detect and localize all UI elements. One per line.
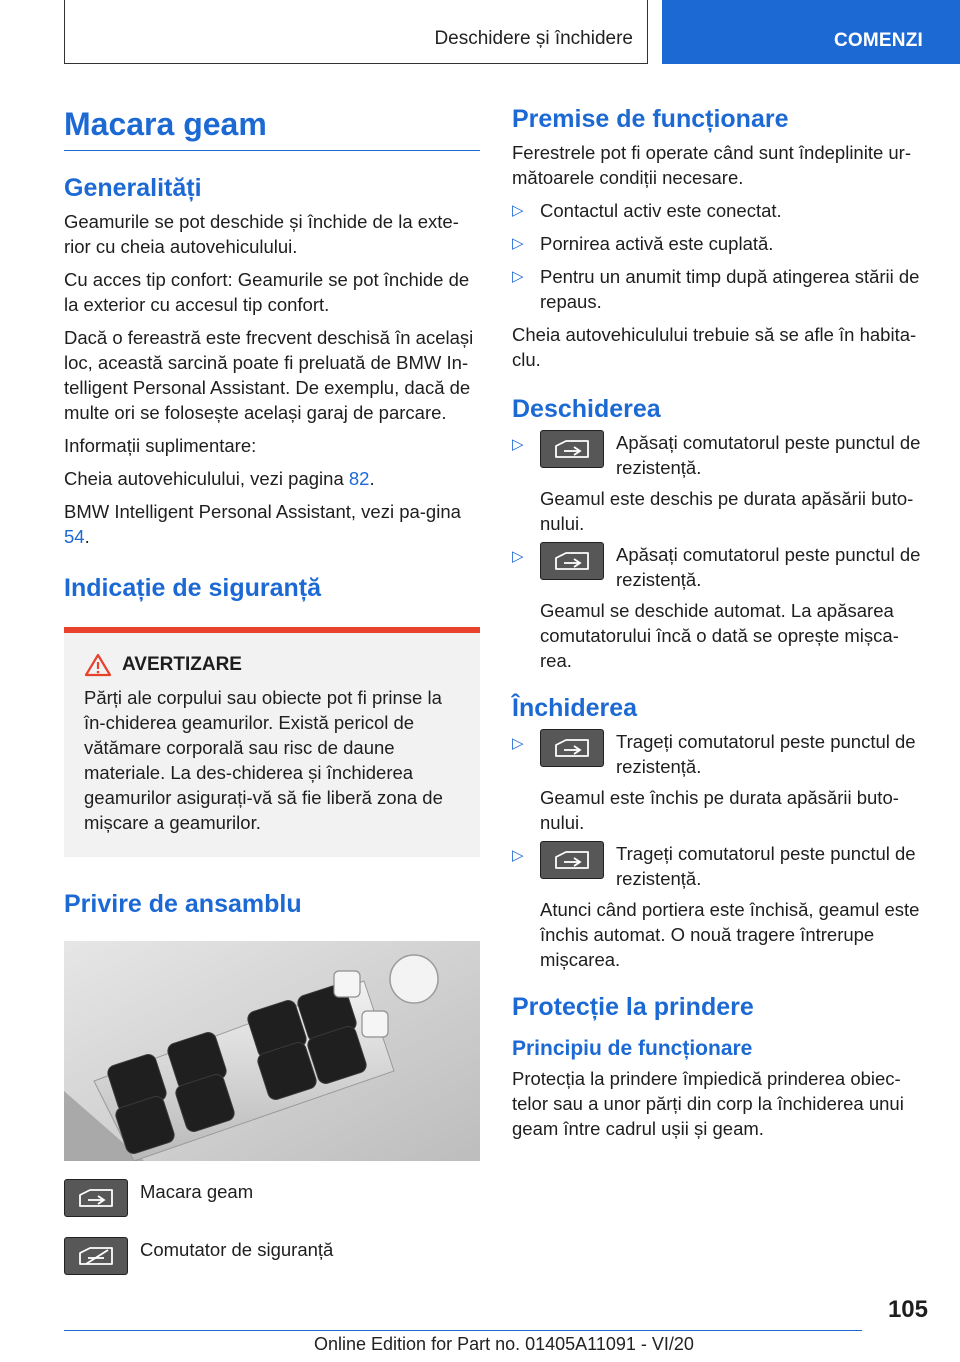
window-lift-icon — [540, 542, 604, 580]
general-heading: Generalități — [64, 174, 202, 202]
general-paragraph-2: Cu acces tip confort: Geamurile se pot închide de la exterior cu accesul tip confort. — [64, 269, 470, 315]
window-lift-icon — [540, 729, 604, 767]
assistant-page-link[interactable]: 54 — [64, 526, 85, 547]
prerequisite-item — [512, 264, 928, 314]
right-column — [512, 96, 928, 1149]
opening-step-result: Geamul se deschide automat. La apăsarea comutatorului încă o dată se oprește mișca-rea. — [540, 600, 899, 671]
prerequisite-item — [512, 198, 928, 223]
overview-heading: Privire de ansamblu — [64, 890, 302, 918]
triangle-bullet-icon: ▷ — [512, 847, 524, 864]
warning-text: Părți ale corpului sau obiecte pot fi prinse la în-chiderea geamurilor. Există pericol de vătămare corporală sau risc de daune materiale. La des-chiderea și închiderea geamurilor asigurați-vă să fie liberă zona de mișcare a geamurilor. — [84, 687, 443, 833]
warning-title-row — [84, 653, 460, 677]
triangle-bullet-icon: ▷ — [512, 735, 524, 752]
triangle-bullet-icon: ▷ — [512, 548, 524, 565]
assistant-reference-end: . — [84, 526, 90, 547]
warning-box — [64, 627, 480, 857]
triangle-bullet-icon: ▷ — [512, 436, 524, 453]
window-lift-icon — [64, 1179, 128, 1217]
assistant-reference-text: BMW Intelligent Personal Assistant, vezi pa-gina — [64, 501, 461, 522]
opening-step-result: Geamul este deschis pe durata apăsării buto-nului. — [540, 488, 914, 534]
closing-step-action: Trageți comutatorul peste punctul de rezistență. — [616, 843, 916, 889]
page-title: Macara geam — [64, 106, 267, 142]
prerequisites-note: Cheia autovehiculului trebuie să se afle în habita-clu. — [512, 324, 917, 370]
window-lift-icon — [540, 430, 604, 468]
legend-safety-switch-label: Comutator de siguranță — [140, 1239, 334, 1260]
general-paragraph-1: Geamurile se pot deschide și închide de la exte-rior cu cheia autovehiculului. — [64, 211, 459, 257]
triangle-bullet-icon: ▷ — [512, 268, 524, 285]
closing-step-result: Atunci când portiera este închisă, geamul este închis automat. O nouă tragere întrerupe mișcarea. — [540, 899, 920, 970]
window-lift-icon — [540, 841, 604, 879]
window-switch-photo — [64, 941, 480, 1161]
prerequisite-item — [512, 231, 928, 256]
prerequisite-text: Pentru un anumit timp după atingerea stării de repaus. — [540, 266, 920, 312]
title-rule — [64, 150, 480, 151]
header-chapter-label: COMENZI — [834, 30, 924, 51]
key-reference-text: Cheia autovehiculului, vezi pagina — [64, 468, 349, 489]
prerequisites-heading: Premise de funcționare — [512, 105, 789, 133]
prerequisite-text: Contactul activ este conectat. — [540, 200, 782, 221]
closing-step — [512, 729, 928, 835]
edition-text: Online Edition for Part no. 01405A11091 - VI/20 — [314, 1334, 694, 1354]
safety-switch-icon — [64, 1237, 128, 1275]
key-reference — [64, 466, 480, 491]
pinch-protection-heading: Protecție la prindere — [512, 993, 754, 1021]
warning-triangle-icon — [84, 653, 112, 677]
prerequisite-text: Pornirea activă este cuplată. — [540, 233, 774, 254]
header-chapter-tab[interactable] — [662, 0, 960, 64]
closing-step — [512, 841, 928, 972]
opening-step-action: Apăsați comutatorul peste punctul de rezistență. — [616, 544, 921, 590]
page-header — [0, 0, 960, 66]
closing-heading: Închiderea — [512, 694, 638, 722]
key-page-link[interactable]: 82 — [348, 468, 370, 489]
general-paragraph-4: Informații suplimentare: — [64, 435, 257, 456]
left-column — [64, 96, 480, 1295]
prerequisites-intro: Ferestrele pot fi operate când sunt îndeplinite ur-mătoarele condiții necesare. — [512, 142, 912, 188]
opening-step — [512, 542, 928, 673]
header-section-title: Deschidere și închidere — [434, 28, 633, 49]
key-reference-end: . — [369, 468, 375, 489]
legend-window-lift — [64, 1179, 480, 1217]
warning-title: AVERTIZARE — [122, 654, 242, 675]
assistant-reference — [64, 499, 480, 549]
legend-window-lift-label: Macara geam — [140, 1181, 254, 1202]
safety-heading: Indicație de siguranță — [64, 574, 322, 602]
triangle-bullet-icon: ▷ — [512, 202, 524, 219]
closing-step-result: Geamul este închis pe durata apăsării buto-nului. — [540, 787, 899, 833]
page-number: 105 — [887, 1296, 928, 1323]
pinch-principle-heading: Principiu de funcționare — [512, 1037, 753, 1060]
opening-step-action: Apăsați comutatorul peste punctul de rezistență. — [616, 432, 921, 478]
triangle-bullet-icon: ▷ — [512, 235, 524, 252]
general-paragraph-3: Dacă o fereastră este frecvent deschisă în același loc, această sarcină poate fi preluată de BMW In-telligent Personal Assistant. De exemplu, dacă de multe ori se folosește același garaj de parcare. — [64, 327, 474, 423]
opening-heading: Deschiderea — [512, 395, 661, 423]
opening-step — [512, 430, 928, 536]
footer-rule — [64, 1330, 862, 1331]
legend-safety-switch — [64, 1237, 480, 1275]
closing-step-action: Trageți comutatorul peste punctul de rezistență. — [616, 731, 916, 777]
header-section-box — [64, 0, 648, 64]
pinch-principle-text: Protecția la prindere împiedică prinderea obiec-telor sau a unor părți din corp la închiderea unui geam între cadrul ușii și geam. — [512, 1068, 904, 1139]
